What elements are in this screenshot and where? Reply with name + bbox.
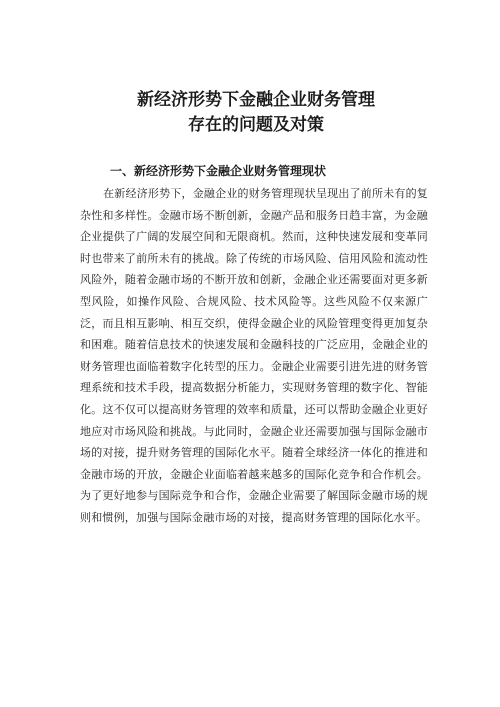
section-heading-1: 一、新经济形势下金融企业财务管理现状 bbox=[110, 164, 327, 178]
document-title bbox=[84, 88, 428, 138]
title-line-1: 新经济形势下金融企业财务管理 bbox=[137, 90, 375, 110]
section-1-paragraph: 在新经济形势下，金融企业的财务管理现状呈现出了前所未有的复杂性和多样性。金融市场不断创新，金融产品和服务日趋丰富，为金融企业提供了广阔的发展空间和无限商机。然而，这种快速发展和变革同时也带来了前所未有的挑战。除了传统的市场风险、信用风险和流动性风险外，随着金融市场的不断开放和创新，金融企业还需要面对更多新型风险，如操作风险、合规风险、技术风险等。这些风险不仅来源广泛，而且相互影响、相互交织，使得金融企业的风险管理变得更加复杂和困难。随着信息技术的快速发展和金融科技的广泛应用，金融企业的财务管理也面临着数字化转型的压力。金融企业需要引进先进的财务管理系统和技术手段，提高数据分析能力，实现财务管理的数字化、智能化。这不仅可以提高财务管理的效率和质量，还可以帮助金融企业更好地应对市场风险和挑战。与此同时，金融企业还需要加强与国际金融市场的对接，提升财务管理的国际化水平。随着全球经济一体化的推进和金融市场的开放，金融企业面临着越来越多的国际化竞争和合作机会。为了更好地参与国际竞争和合作，金融企业需要了解国际金融市场的规则和惯例，加强与国际金融市场的对接，提高财务管理的国际化水平。 bbox=[80, 187, 428, 524]
title-line-2: 存在的问题及对策 bbox=[188, 115, 324, 135]
